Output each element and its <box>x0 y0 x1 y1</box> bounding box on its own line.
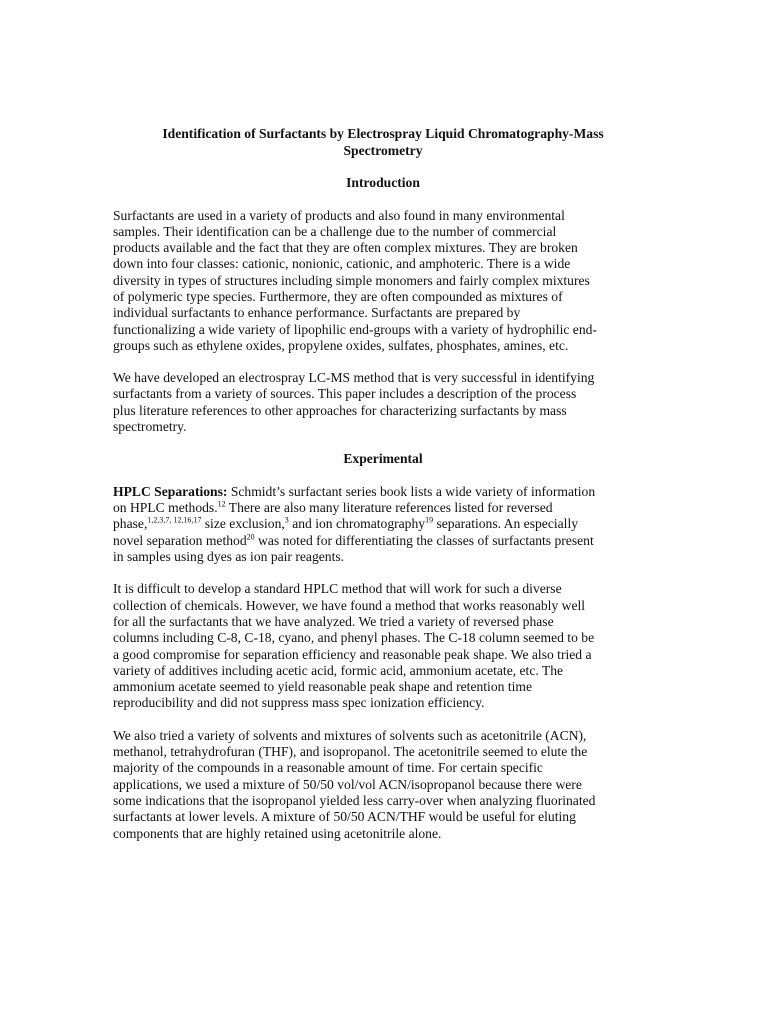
document-page <box>113 126 653 842</box>
text-line: functionalizing a wide variety of lipophilic end-groups with a variety of hydrophilic end- <box>113 321 597 337</box>
text-line: diversity in types of structures including simple monomers and fairly complex mixtures <box>113 272 590 288</box>
text-line: components that are highly retained using acetonitrile alone. <box>113 825 442 841</box>
text-line: products available and the fact that they are often complex mixtures. They are broken <box>113 240 578 256</box>
citation-superscript: 20 <box>246 532 255 542</box>
text-line: We also tried a variety of solvents and mixtures of solvents such as acetonitrile (ACN), <box>113 727 587 743</box>
experimental-heading: Experimental <box>343 451 423 467</box>
text-line: surfactants from a variety of sources. This paper includes a description of the process <box>113 386 577 402</box>
text-span: separations. An especially <box>433 516 579 532</box>
text-line: methanol, tetrahydrofuran (THF), and isopropanol. The acetonitrile seemed to elute the <box>113 744 588 760</box>
title-line-2: Spectrometry <box>343 142 423 158</box>
text-line: Surfactants are used in a variety of products and also found in many environmental <box>113 207 565 223</box>
title-line-1: Identification of Surfactants by Electrospray Liquid Chromatography-Mass <box>162 126 604 141</box>
text-line: We have developed an electrospray LC-MS method that is very successful in identifying <box>113 370 595 386</box>
citation-superscript: 12 <box>217 499 226 509</box>
text-line: ammonium acetate seemed to yield reasonable peak shape and retention time <box>113 679 532 695</box>
text-line: applications, we used a mixture of 50/50 vol/vol ACN/isopropanol because there were <box>113 776 582 792</box>
text-line <box>113 484 653 500</box>
text-line: variety of additives including acetic acid, formic acid, ammonium acetate, etc. The <box>113 662 564 678</box>
citation-superscript: 3 <box>284 515 289 525</box>
hplc-lead-label: HPLC Separations: <box>113 483 228 499</box>
introduction-paragraph-1 <box>113 208 653 355</box>
text-line: plus literature references to other approaches for characterizing surfactants by mass <box>113 402 567 418</box>
text-line: for all the surfactants that we have analyzed. We tried a variety of reversed phase <box>113 613 554 629</box>
citation-superscript: 19 <box>425 515 434 525</box>
text-line: It is difficult to develop a standard HPLC method that will work for such a diverse <box>113 581 562 597</box>
text-line <box>113 533 653 549</box>
text-line <box>113 500 653 516</box>
text-line: collection of chemicals. However, we have found a method that works reasonably well <box>113 597 586 613</box>
text-span: and ion chromatography <box>288 516 426 532</box>
text-line: individual surfactants to enhance performance. Surfactants are prepared by <box>113 305 521 321</box>
text-line: down into four classes: cationic, nonionic, cationic, and amphoteric. There is a wide <box>113 256 571 272</box>
text-line: spectrometry. <box>113 419 187 435</box>
introduction-paragraph-2 <box>113 370 653 435</box>
text-line: in samples using dyes as ion pair reagents. <box>113 549 345 565</box>
text-span: size exclusion, <box>201 516 285 532</box>
hplc-separations-paragraph <box>113 484 653 565</box>
text-line: surfactants at lower levels. A mixture of 50/50 ACN/THF would be useful for eluting <box>113 809 576 825</box>
text-line: majority of the compounds in a reasonable amount of time. For certain specific <box>113 760 543 776</box>
text-span: on HPLC methods. <box>113 500 218 516</box>
text-line: of polymeric type species. Furthermore, they are often compounded as mixtures of <box>113 288 563 304</box>
experimental-paragraph-3 <box>113 728 653 842</box>
text-line: some indications that the isopropanol yielded less carry-over when analyzing fluorinated <box>113 792 596 808</box>
text-span: phase, <box>113 516 148 532</box>
text-line: reproducibility and did not suppress mass spec ionization efficiency. <box>113 695 485 711</box>
text-line: samples. Their identification can be a challenge due to the number of commercial <box>113 223 557 239</box>
experimental-paragraph-2 <box>113 581 653 711</box>
text-span: novel separation method <box>113 532 247 548</box>
text-line: a good compromise for separation efficiency and reasonable peak shape. We also tried a <box>113 646 592 662</box>
citation-superscript: 1,2,3,7, 12,16,17 <box>147 515 202 525</box>
text-line <box>113 516 653 532</box>
text-span: There are also many literature references listed for reversed <box>225 500 553 516</box>
text-span: was noted for differentiating the classes of surfactants present <box>254 532 594 548</box>
introduction-heading: Introduction <box>346 175 420 190</box>
paper-title <box>113 126 653 159</box>
text-span: Schmidt’s surfactant series book lists a wide variety of information <box>227 483 596 499</box>
text-line: columns including C-8, C-18, cyano, and phenyl phases. The C-18 column seemed to be <box>113 630 595 646</box>
text-line: groups such as ethylene oxides, propylene oxides, sulfates, phosphates, amines, etc. <box>113 337 569 353</box>
